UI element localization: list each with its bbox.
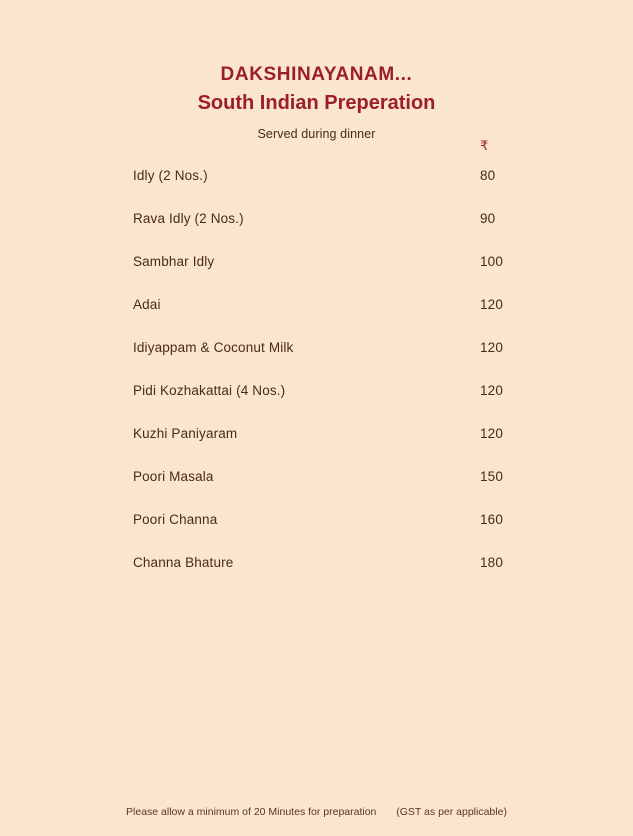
item-name: Poori Masala <box>133 469 214 484</box>
list-item <box>0 504 633 547</box>
item-name: Sambhar Idly <box>133 254 215 269</box>
list-item <box>0 418 633 461</box>
item-price: 120 <box>480 383 503 398</box>
item-name: Channa Bhature <box>133 555 234 570</box>
list-item <box>0 289 633 332</box>
rupee-icon: ₹ <box>480 138 489 153</box>
item-name: Poori Channa <box>133 512 218 527</box>
list-item <box>0 246 633 289</box>
item-name: Rava Idly (2 Nos.) <box>133 211 244 226</box>
list-item <box>0 375 633 418</box>
list-item <box>0 332 633 375</box>
item-price: 160 <box>480 512 503 527</box>
item-price: 90 <box>480 211 496 226</box>
item-price: 120 <box>480 426 503 441</box>
item-name: Idly (2 Nos.) <box>133 168 208 183</box>
footer <box>0 806 633 818</box>
menu-header <box>0 0 633 141</box>
item-price: 150 <box>480 469 503 484</box>
list-item <box>0 160 633 203</box>
menu-list <box>0 160 633 590</box>
item-name: Idiyappam & Coconut Milk <box>133 340 294 355</box>
item-name: Adai <box>133 297 161 312</box>
preparation-note: Please allow a minimum of 20 Minutes for preparation <box>126 806 377 818</box>
currency-header-row <box>0 138 633 154</box>
served-note: Served during dinner <box>257 126 376 141</box>
item-price: 80 <box>480 168 496 183</box>
list-item <box>0 461 633 504</box>
list-item <box>0 547 633 590</box>
page-title: DAKSHINAYANAM... <box>220 64 413 85</box>
item-price: 120 <box>480 297 503 312</box>
list-item <box>0 203 633 246</box>
item-name: Kuzhi Paniyaram <box>133 426 238 441</box>
gst-note: (GST as per applicable) <box>396 806 507 818</box>
page-subtitle: South Indian Preperation <box>197 91 436 114</box>
item-name: Pidi Kozhakattai (4 Nos.) <box>133 383 286 398</box>
item-price: 120 <box>480 340 503 355</box>
item-price: 180 <box>480 555 503 570</box>
item-price: 100 <box>480 254 503 269</box>
